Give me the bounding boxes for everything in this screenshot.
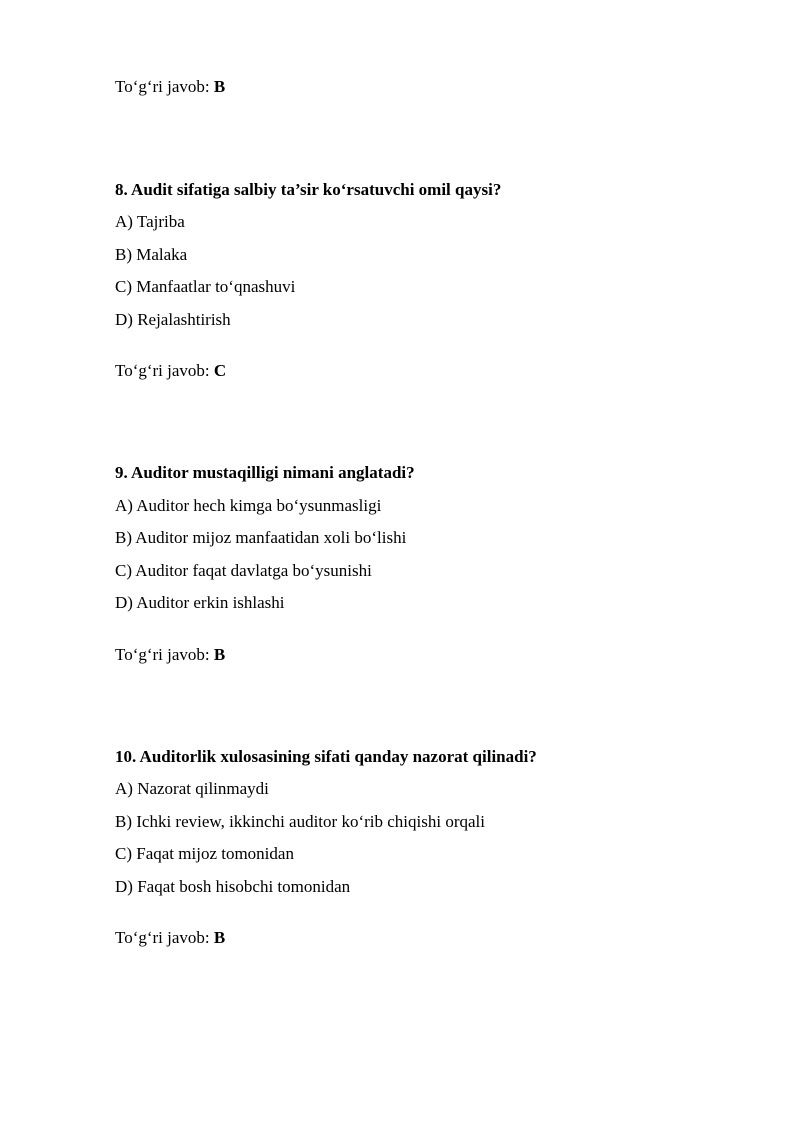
option-b: B) Ichki review, ikkinchi auditor ko‘rib chiqishi orqali — [115, 812, 485, 831]
answer-letter: B — [213, 645, 226, 664]
option-d: D) Auditor erkin ishlashi — [115, 593, 285, 612]
question-heading: 10. Auditorlik xulosasining sifati qanday nazorat qilinadi? — [115, 747, 537, 766]
answer-prefix: To‘g‘ri javob: — [115, 361, 214, 380]
option-d: D) Faqat bosh hisobchi tomonidan — [115, 877, 351, 896]
option-a: A) Nazorat qilinmaydi — [115, 779, 269, 798]
correct-answer-line — [115, 360, 226, 382]
answer-letter: C — [213, 361, 227, 380]
option-b: B) Malaka — [115, 245, 188, 264]
answer-letter: B — [213, 928, 226, 947]
option-d: D) Rejalashtirish — [115, 310, 231, 329]
answer-prefix: To‘g‘ri javob: — [115, 645, 214, 664]
correct-answer-line — [115, 927, 225, 949]
question-heading: 8. Audit sifatiga salbiy ta’sir ko‘rsatuvchi omil qaysi? — [115, 180, 502, 199]
answer-letter: B — [213, 77, 226, 96]
correct-answer-line — [115, 644, 225, 666]
option-b: B) Auditor mijoz manfaatidan xoli bo‘lishi — [115, 528, 407, 547]
option-c: C) Faqat mijoz tomonidan — [115, 844, 294, 863]
option-c: C) Auditor faqat davlatga bo‘ysunishi — [115, 561, 372, 580]
option-a: A) Auditor hech kimga bo‘ysunmasligi — [115, 496, 382, 515]
option-c: C) Manfaatlar to‘qnashuvi — [115, 277, 296, 296]
answer-prefix: To‘g‘ri javob: — [115, 77, 214, 96]
answer-prefix: To‘g‘ri javob: — [115, 928, 214, 947]
correct-answer-line — [115, 76, 225, 98]
option-a: A) Tajriba — [115, 212, 185, 231]
question-heading: 9. Auditor mustaqilligi nimani anglatadi? — [115, 463, 415, 482]
